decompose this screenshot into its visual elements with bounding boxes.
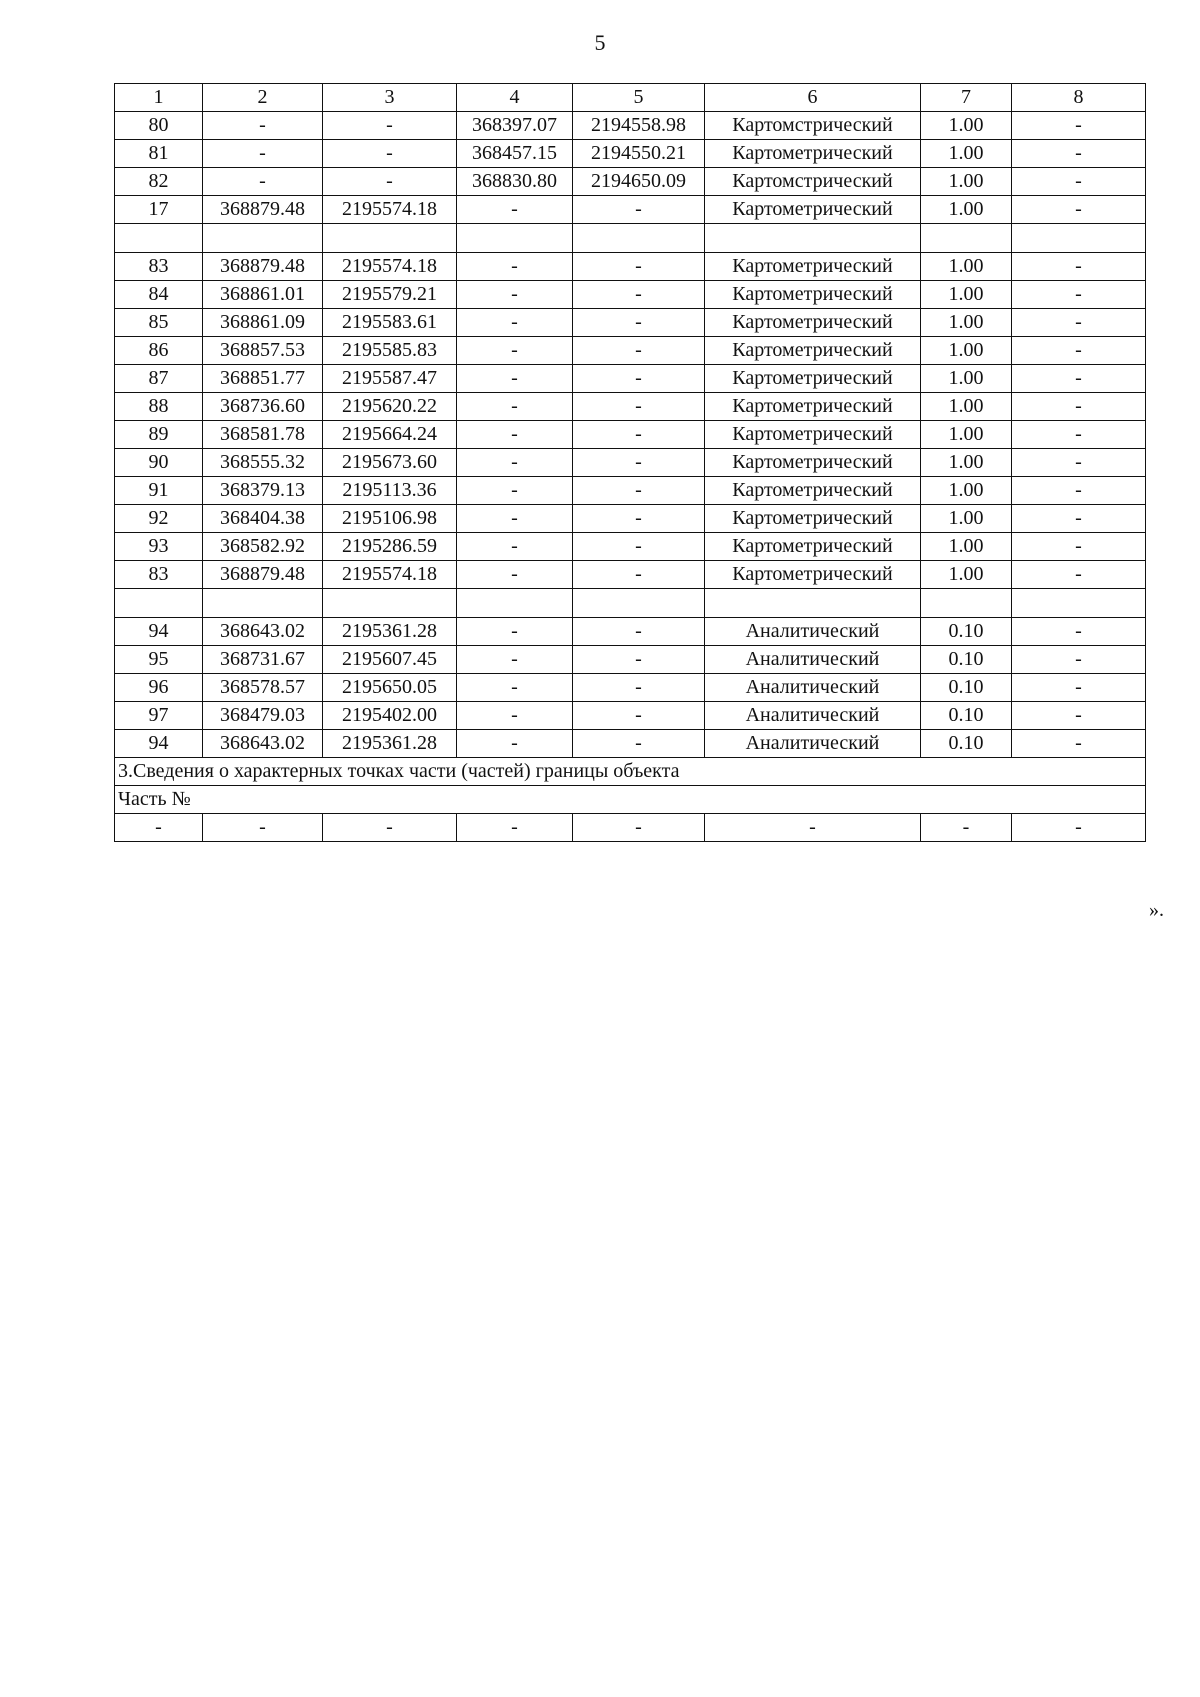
- table-cell: 85: [115, 309, 203, 337]
- table-cell: 2195106.98: [323, 505, 457, 533]
- header-row: [115, 84, 1146, 112]
- table-cell: 368643.02: [203, 618, 323, 646]
- table-cell: 2195583.61: [323, 309, 457, 337]
- empty-cell: [203, 224, 323, 253]
- table-cell: -: [1012, 365, 1146, 393]
- table-row: [115, 112, 1146, 140]
- table-cell: 368879.48: [203, 253, 323, 281]
- table-cell: -: [1012, 393, 1146, 421]
- table-cell: 1.00: [921, 196, 1012, 224]
- empty-cell: [921, 224, 1012, 253]
- table-row: [115, 618, 1146, 646]
- table-cell: 81: [115, 140, 203, 168]
- table-cell: -: [457, 253, 573, 281]
- table-cell: 80: [115, 112, 203, 140]
- table-cell: -: [457, 449, 573, 477]
- table-cell: -: [203, 168, 323, 196]
- table-cell: 2194550.21: [573, 140, 705, 168]
- table-cell: 368578.57: [203, 674, 323, 702]
- table-cell: -: [457, 421, 573, 449]
- table-cell: 6: [705, 84, 921, 112]
- table-cell: -: [457, 337, 573, 365]
- table-cell: -: [457, 477, 573, 505]
- table-cell: -: [573, 477, 705, 505]
- table-cell: 368582.92: [203, 533, 323, 561]
- table-cell: 84: [115, 281, 203, 309]
- table-row: [115, 477, 1146, 505]
- table-cell: 5: [573, 84, 705, 112]
- table-cell: -: [705, 814, 921, 842]
- table-cell: -: [1012, 730, 1146, 758]
- table-cell: 89: [115, 421, 203, 449]
- table-row: [115, 674, 1146, 702]
- table-cell: -: [573, 730, 705, 758]
- table-cell: 2195585.83: [323, 337, 457, 365]
- table-row: [115, 281, 1146, 309]
- table-cell: 2195574.18: [323, 253, 457, 281]
- table-cell: 368479.03: [203, 702, 323, 730]
- table-cell: -: [573, 196, 705, 224]
- table-row: [115, 196, 1146, 224]
- table-cell: Картометрический: [705, 253, 921, 281]
- separator-row: [115, 224, 1146, 253]
- table-cell: Картометрический: [705, 505, 921, 533]
- table-cell: Картометрический: [705, 140, 921, 168]
- table-cell: Картометрический: [705, 196, 921, 224]
- table-cell: -: [1012, 309, 1146, 337]
- table-cell: 368830.80: [457, 168, 573, 196]
- table-cell: 1.00: [921, 561, 1012, 589]
- table-cell: 1.00: [921, 253, 1012, 281]
- table-cell: Картометрический: [705, 533, 921, 561]
- table-cell: -: [573, 281, 705, 309]
- table-row: [115, 337, 1146, 365]
- table-row: [115, 309, 1146, 337]
- empty-cell: [705, 224, 921, 253]
- table-cell: Аналитический: [705, 730, 921, 758]
- empty-cell: [115, 224, 203, 253]
- empty-cell: [1012, 224, 1146, 253]
- table-cell: 97: [115, 702, 203, 730]
- table-cell: Картометрический: [705, 449, 921, 477]
- table-cell: -: [573, 421, 705, 449]
- table-cell: -: [573, 393, 705, 421]
- table-row: [115, 140, 1146, 168]
- table-cell: Картометрический: [705, 365, 921, 393]
- table-cell: -: [203, 814, 323, 842]
- table-cell: -: [457, 674, 573, 702]
- table-cell: Картометрический: [705, 337, 921, 365]
- table-cell: -: [1012, 196, 1146, 224]
- table-cell: -: [457, 393, 573, 421]
- table-cell: 2195664.24: [323, 421, 457, 449]
- table-cell: -: [573, 646, 705, 674]
- table-cell: 93: [115, 533, 203, 561]
- table-cell: 1.00: [921, 140, 1012, 168]
- table-cell: -: [457, 505, 573, 533]
- table-cell: Аналитический: [705, 646, 921, 674]
- table-cell: -: [1012, 112, 1146, 140]
- table-row: [115, 533, 1146, 561]
- table-cell: -: [1012, 140, 1146, 168]
- table-cell: -: [323, 814, 457, 842]
- table-cell: 94: [115, 730, 203, 758]
- table-cell: Картометрический: [705, 477, 921, 505]
- table-cell: 2195574.18: [323, 196, 457, 224]
- table-cell: -: [323, 112, 457, 140]
- empty-cell: [1012, 589, 1146, 618]
- table-cell: -: [457, 365, 573, 393]
- table-cell: 0.10: [921, 646, 1012, 674]
- table-cell: 4: [457, 84, 573, 112]
- table-cell: 1: [115, 84, 203, 112]
- table-cell: 94: [115, 618, 203, 646]
- table-cell: 368555.32: [203, 449, 323, 477]
- empty-cell: [705, 589, 921, 618]
- table-cell: 8: [1012, 84, 1146, 112]
- table-cell: 0.10: [921, 618, 1012, 646]
- table-cell: 1.00: [921, 281, 1012, 309]
- table-cell: 2: [203, 84, 323, 112]
- table-cell: -: [1012, 674, 1146, 702]
- table-cell: -: [457, 730, 573, 758]
- table-cell: 1.00: [921, 477, 1012, 505]
- table-cell: Картомстрический: [705, 112, 921, 140]
- table-cell: 2195620.22: [323, 393, 457, 421]
- table-cell: Картометрический: [705, 561, 921, 589]
- empty-cell: [457, 224, 573, 253]
- page-number: 5: [594, 30, 606, 55]
- table-cell: -: [1012, 477, 1146, 505]
- empty-cell: [573, 224, 705, 253]
- section-title-row-text: 3.Сведения о характерных точках части (частей) границы объекта: [115, 758, 1146, 786]
- table-cell: 92: [115, 505, 203, 533]
- table-cell: -: [1012, 533, 1146, 561]
- table-cell: -: [1012, 337, 1146, 365]
- table-cell: 86: [115, 337, 203, 365]
- table-cell: 2195361.28: [323, 730, 457, 758]
- table-cell: 368581.78: [203, 421, 323, 449]
- table-cell: -: [457, 309, 573, 337]
- table-cell: -: [573, 337, 705, 365]
- table-cell: -: [457, 814, 573, 842]
- table-cell: -: [573, 309, 705, 337]
- table-cell: 368457.15: [457, 140, 573, 168]
- table-cell: 2195402.00: [323, 702, 457, 730]
- table-cell: 1.00: [921, 505, 1012, 533]
- table-cell: 0.10: [921, 702, 1012, 730]
- table-row: [115, 393, 1146, 421]
- table-cell: 368731.67: [203, 646, 323, 674]
- table-cell: 2195587.47: [323, 365, 457, 393]
- table-row: [115, 168, 1146, 196]
- table-cell: 1.00: [921, 112, 1012, 140]
- table-cell: 96: [115, 674, 203, 702]
- table-cell: -: [921, 814, 1012, 842]
- table-cell: 368861.09: [203, 309, 323, 337]
- table-cell: 87: [115, 365, 203, 393]
- empty-cell: [115, 589, 203, 618]
- table-cell: -: [1012, 505, 1146, 533]
- table-cell: 1.00: [921, 421, 1012, 449]
- table-cell: 17: [115, 196, 203, 224]
- table-cell: -: [1012, 814, 1146, 842]
- table-cell: Аналитический: [705, 702, 921, 730]
- table-cell: -: [573, 674, 705, 702]
- table-cell: -: [573, 618, 705, 646]
- table-cell: -: [1012, 281, 1146, 309]
- empty-cell: [573, 589, 705, 618]
- table-cell: 368851.77: [203, 365, 323, 393]
- table-row: [115, 730, 1146, 758]
- table-cell: -: [457, 702, 573, 730]
- table-cell: 91: [115, 477, 203, 505]
- table-cell: 2194650.09: [573, 168, 705, 196]
- table-cell: 0.10: [921, 730, 1012, 758]
- table-cell: -: [573, 814, 705, 842]
- table-cell: 368857.53: [203, 337, 323, 365]
- table-cell: 1.00: [921, 533, 1012, 561]
- table-cell: 368861.01: [203, 281, 323, 309]
- table-cell: -: [573, 505, 705, 533]
- table-cell: -: [457, 533, 573, 561]
- table-cell: Картометрический: [705, 309, 921, 337]
- empty-cell: [323, 224, 457, 253]
- table-cell: -: [1012, 421, 1146, 449]
- table-cell: -: [1012, 618, 1146, 646]
- table-row: [115, 561, 1146, 589]
- table-cell: -: [457, 618, 573, 646]
- table-cell: 1.00: [921, 393, 1012, 421]
- empty-cell: [203, 589, 323, 618]
- table-cell: -: [457, 561, 573, 589]
- table-cell: 2195650.05: [323, 674, 457, 702]
- table-cell: 95: [115, 646, 203, 674]
- table-cell: 368879.48: [203, 196, 323, 224]
- empty-cell: [457, 589, 573, 618]
- table-cell: Аналитический: [705, 618, 921, 646]
- table-cell: 1.00: [921, 365, 1012, 393]
- table-cell: 2195579.21: [323, 281, 457, 309]
- table-row: [115, 449, 1146, 477]
- table-cell: -: [573, 253, 705, 281]
- table-cell: 88: [115, 393, 203, 421]
- table-cell: 1.00: [921, 449, 1012, 477]
- part-label-row: [115, 786, 1146, 814]
- section-title-row: [115, 758, 1146, 786]
- table-cell: -: [573, 365, 705, 393]
- table-cell: -: [1012, 702, 1146, 730]
- table-cell: 1.00: [921, 337, 1012, 365]
- table-cell: 368736.60: [203, 393, 323, 421]
- table-cell: 2195607.45: [323, 646, 457, 674]
- table-cell: Аналитический: [705, 674, 921, 702]
- table-cell: Картометрический: [705, 393, 921, 421]
- table-cell: 368643.02: [203, 730, 323, 758]
- table-cell: 1.00: [921, 168, 1012, 196]
- table-cell: 2195361.28: [323, 618, 457, 646]
- table-cell: -: [115, 814, 203, 842]
- table-cell: -: [573, 702, 705, 730]
- table-cell: 83: [115, 253, 203, 281]
- coordinates-table: [114, 83, 1146, 842]
- table-cell: 368379.13: [203, 477, 323, 505]
- table-cell: -: [203, 112, 323, 140]
- part-label-row-text: Часть №: [115, 786, 1146, 814]
- table-cell: 368404.38: [203, 505, 323, 533]
- table-row: [115, 702, 1146, 730]
- empty-cell: [323, 589, 457, 618]
- table-row: [115, 253, 1146, 281]
- table-cell: 0.10: [921, 674, 1012, 702]
- table-cell: 83: [115, 561, 203, 589]
- table-cell: 2194558.98: [573, 112, 705, 140]
- table-cell: -: [1012, 646, 1146, 674]
- table-cell: -: [323, 140, 457, 168]
- table-cell: 2195574.18: [323, 561, 457, 589]
- table-cell: 82: [115, 168, 203, 196]
- table-cell: 1.00: [921, 309, 1012, 337]
- table-cell: -: [573, 533, 705, 561]
- table-row: [115, 646, 1146, 674]
- table-cell: 368879.48: [203, 561, 323, 589]
- part-data-row: [115, 814, 1146, 842]
- table-cell: 2195673.60: [323, 449, 457, 477]
- table-cell: -: [457, 196, 573, 224]
- table-cell: 3: [323, 84, 457, 112]
- table-cell: -: [457, 281, 573, 309]
- closing-quote-mark: ».: [1149, 899, 1164, 921]
- table-cell: Картометрический: [705, 421, 921, 449]
- table-cell: 368397.07: [457, 112, 573, 140]
- table-cell: -: [323, 168, 457, 196]
- table-row: [115, 505, 1146, 533]
- table-cell: 7: [921, 84, 1012, 112]
- separator-row: [115, 589, 1146, 618]
- table-cell: -: [1012, 253, 1146, 281]
- table-row: [115, 365, 1146, 393]
- table-cell: Картометрический: [705, 281, 921, 309]
- table-cell: Картомстрический: [705, 168, 921, 196]
- table-cell: -: [1012, 168, 1146, 196]
- table-cell: -: [573, 561, 705, 589]
- table-cell: 2195286.59: [323, 533, 457, 561]
- table-cell: -: [457, 646, 573, 674]
- table-cell: -: [1012, 561, 1146, 589]
- table-cell: -: [573, 449, 705, 477]
- empty-cell: [921, 589, 1012, 618]
- table-cell: 90: [115, 449, 203, 477]
- table-cell: 2195113.36: [323, 477, 457, 505]
- table-cell: -: [1012, 449, 1146, 477]
- table-cell: -: [203, 140, 323, 168]
- table-row: [115, 421, 1146, 449]
